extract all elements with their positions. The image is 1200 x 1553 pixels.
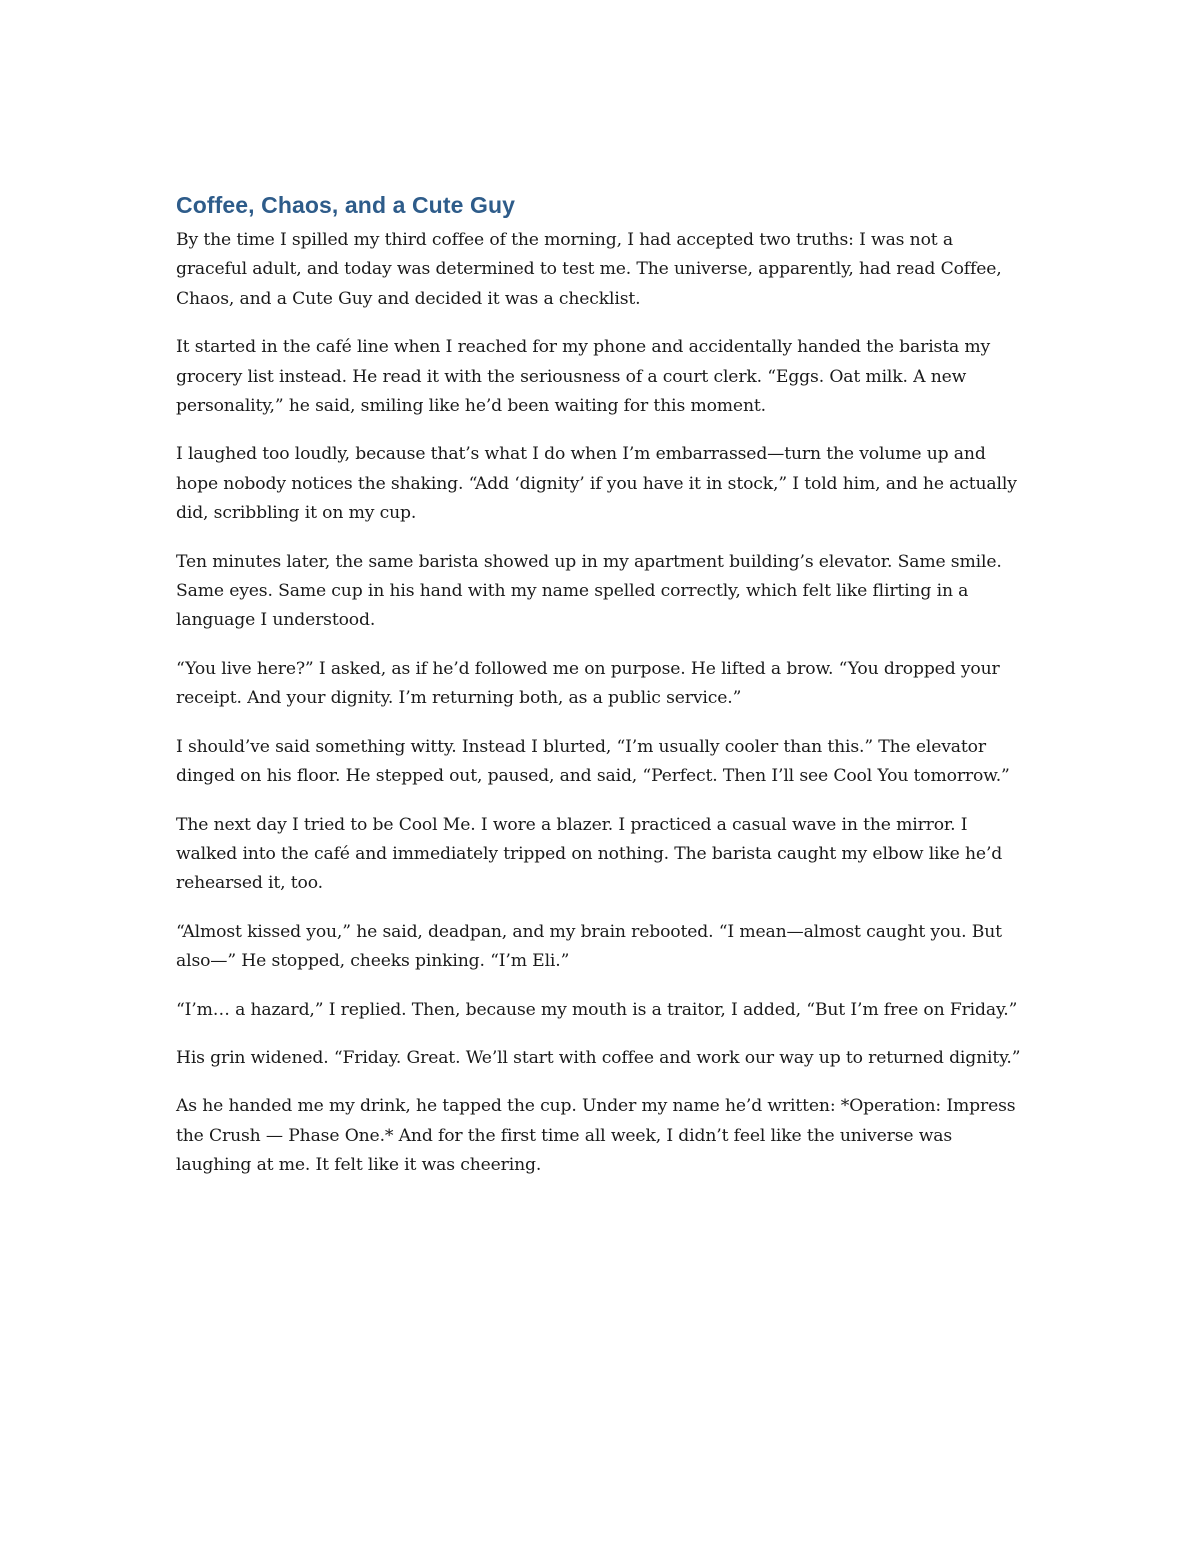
paragraph: By the time I spilled my third coffee of the morning, I had accepted two truths: I was not a graceful adult, and today was determined to test me. The universe, apparently, had read Coffee, Chaos, and a Cute Guy and decided it was a checklist.: [176, 230, 1002, 309]
paragraph: The next day I tried to be Cool Me. I wore a blazer. I practiced a casual wave in the mirror. I walked into the café and immediately tripped on nothing. The barista caught my elbow like he’d rehearsed it, too.: [176, 814, 1003, 894]
paragraph: I laughed too loudly, because that’s what I do when I’m embarrassed—turn the volume up and hope nobody notices the shaking. “Add ‘dignity’ if you have it in stock,” I told him, and he actually did, scribbling it on my cup.: [176, 444, 1017, 524]
paragraph: His grin widened. “Friday. Great. We’ll start with coffee and work our way up to returned dignity.”: [176, 1047, 1021, 1068]
paragraph: “You live here?” I asked, as if he’d followed me on purpose. He lifted a brow. “You dropped your receipt. And your dignity. I’m returning both, as a public service.”: [176, 658, 1000, 709]
document-title: Coffee, Chaos, and a Cute Guy: [176, 192, 516, 218]
paragraph: “I’m… a hazard,” I replied. Then, because my mouth is a traitor, I added, “But I’m free on Friday.”: [176, 999, 1018, 1020]
document-body: [176, 190, 1026, 1200]
paragraph: As he handed me my drink, he tapped the cup. Under my name he’d written: *Operation: Impress the Crush — Phase One.* And for the first time all week, I didn’t feel like the universe was laughing at me. It felt like it was cheering.: [176, 1096, 1016, 1176]
paragraph: It started in the café line when I reached for my phone and accidentally handed the barista my grocery list instead. He read it with the seriousness of a court clerk. “Eggs. Oat milk. A new personality,” he said, smiling like he’d been waiting for this moment.: [176, 337, 991, 417]
paragraph: “Almost kissed you,” he said, deadpan, and my brain rebooted. “I mean—almost caught you. But also—” He stopped, cheeks pinking. “I’m Eli.”: [176, 921, 1002, 972]
paragraph: Ten minutes later, the same barista showed up in my apartment building’s elevator. Same smile. Same eyes. Same cup in his hand with my name spelled correctly, which felt like flirting in a language I understood.: [176, 551, 1002, 631]
paragraph: I should’ve said something witty. Instead I blurted, “I’m usually cooler than this.” The elevator dinged on his floor. He stepped out, paused, and said, “Perfect. Then I’ll see Cool You tomorrow.”: [176, 736, 1010, 787]
